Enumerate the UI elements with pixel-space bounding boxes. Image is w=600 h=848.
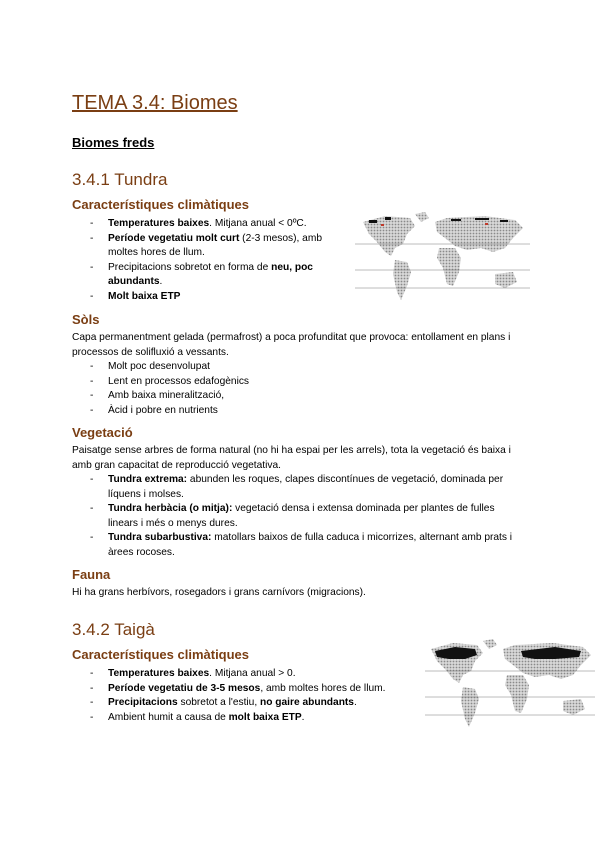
document-title: TEMA 3.4: Biomes [72,92,238,114]
taiga-heading: 3.4.2 Taigà [72,620,155,639]
tundra-fauna-heading: Fauna [72,567,111,582]
list-item: - Període vegetatiu de 3-5 mesos, amb moltes hores de llum. [90,682,386,694]
tundra-soils-list [90,360,490,418]
tundra-vegetation-text: Paisatge sense arbres de forma natural (no hi ha espai per les arrels), tota la vegetació és baixa i amb gran capacitat de reproducció vegetativa. [72,445,511,471]
list-item: - Molt baixa ETP [90,290,181,302]
tundra-vegetation-list [90,473,520,560]
taiga-climate-list [90,667,430,725]
list-item: - Tundra extrema: abunden les roques, clapes discontínues de vegetació, dominada per líquens i molses. [90,474,504,500]
list-item: - Tundra herbàcia (o mitja): vegetació densa i extensa dominada per plantes de fulles linears i més o menys dures. [90,503,495,529]
list-item: - Tundra subarbustiva: matollars baixos de fulla caduca i micorrizes, alternant amb prats i àrees rocoses. [90,532,513,558]
section-title: Biomes freds [72,135,155,150]
tundra-climate-list [90,217,350,304]
list-item: - Lent en processos edafogènics [90,375,250,387]
tundra-world-map [355,208,530,308]
list-item: - Temperatures baixes. Mitjana anual > 0. [90,668,296,679]
tundra-soils-text: Capa permanentment gelada (permafrost) a poca profunditat que provoca: entollament en plans i processos de solifluxió a vessants. [72,332,511,358]
taiga-world-map [425,633,595,733]
list-item: - Amb baixa mineralització, [90,390,225,401]
list-item: - Període vegetatiu molt curt (2-3 mesos), amb moltes hores de llum. [90,232,322,258]
tundra-vegetation-heading: Vegetació [72,425,133,440]
list-item: - Precipitacions sobretot a l'estiu, no gaire abundants. [90,697,357,708]
tundra-climate-heading: Característiques climàtiques [72,197,250,212]
tundra-soils-heading: Sòls [72,312,100,327]
list-item: - Àcid i pobre en nutrients [90,404,218,416]
list-item: - Precipitacions sobretot en forma de neu, poc abundants. [90,261,313,287]
list-item: - Ambient humit a causa de molt baixa ETP. [90,711,305,723]
taiga-climate-heading: Característiques climàtiques [72,647,250,662]
tundra-heading: 3.4.1 Tundra [72,170,168,189]
continents [363,212,523,300]
list-item: - Molt poc desenvolupat [90,361,210,372]
list-item: - Temperatures baixes. Mitjana anual < 0ºC. [90,218,307,229]
tundra-fauna-text: Hi ha grans herbívors, rosegadors i grans carnívors (migracions). [72,587,366,598]
